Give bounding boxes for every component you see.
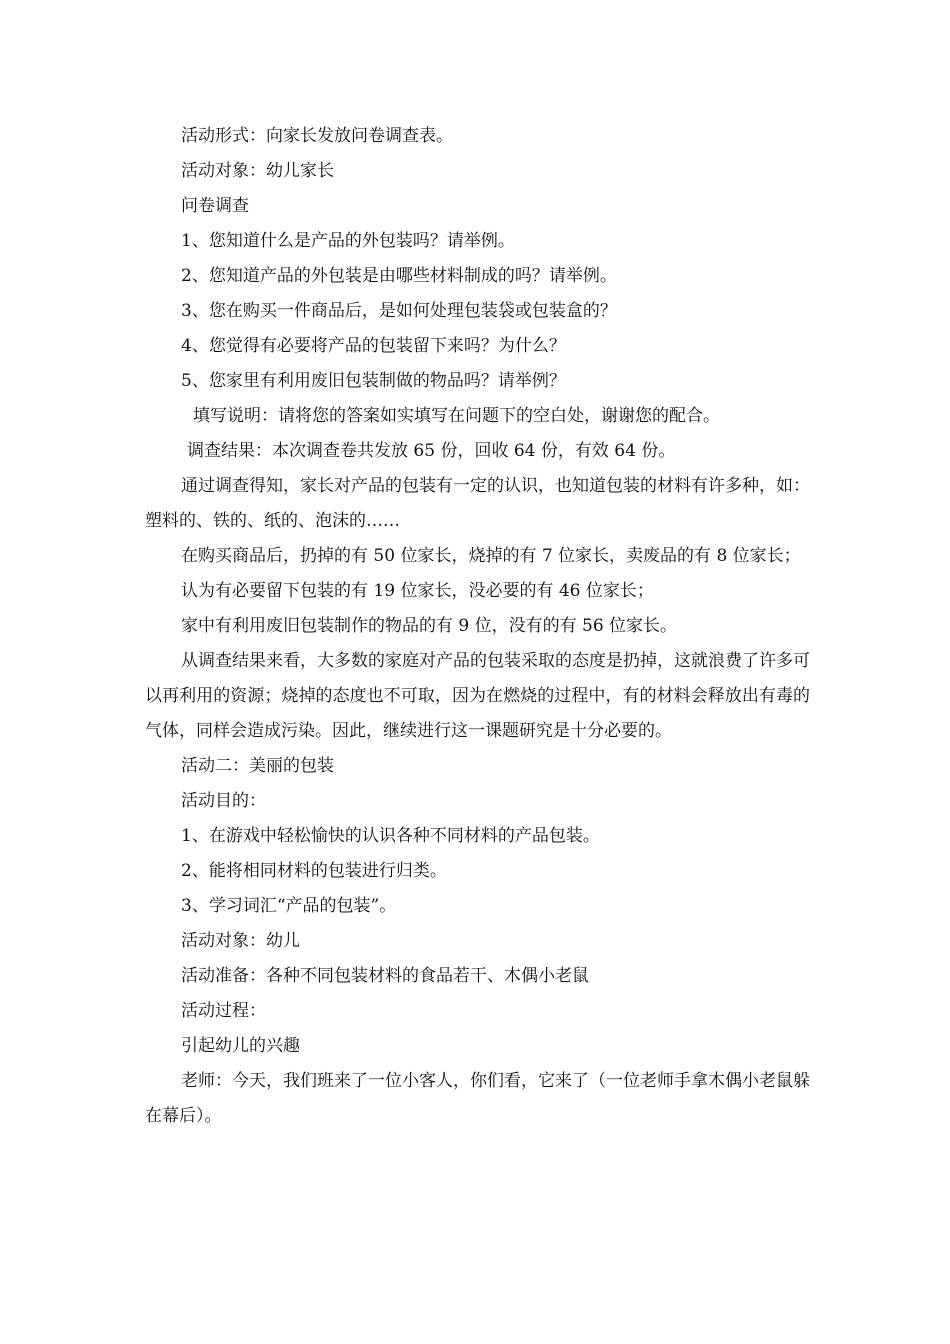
document-body: [145, 119, 810, 1134]
paragraph-goal-1: 1、在游戏中轻松愉快的认识各种不同材料的产品包装。: [181, 826, 600, 846]
paragraph-question-2: 2、您知道产品的外包装是由哪些材料制成的吗？请举例。: [181, 266, 617, 286]
paragraph-purchase-handling: 在购买商品后，扔掉的有 50 位家长，烧掉的有 7 位家长，卖废品的有 8 位家长；: [181, 546, 801, 566]
paragraph-survey-results: 调查结果：本次调查卷共发放 65 份，回收 64 份，有效 64 份。: [187, 441, 676, 461]
paragraph-keep-packaging: 认为有必要留下包装的有 19 位家长，没必要的有 46 位家长；: [181, 581, 654, 601]
paragraph-conclusion: 从调查结果来看，大多数的家庭对产品的包装采取的态度是扔掉，这就浪费了许多可以再利用的资源；烧掉的态度也不可取，因为在燃烧的过程中，有的材料会释放出有毒的气体，同样会造成污染。因此，继续进行这一课题研究是十分必要的。: [145, 651, 810, 741]
paragraph-question-5: 5、您家里有利用废旧包装制做的物品吗？请举例？: [181, 371, 566, 391]
paragraph-teacher-dialogue: 老师：今天，我们班来了一位小客人，你们看，它来了（一位老师手拿木偶小老鼠躲在幕后）。: [145, 1071, 810, 1126]
paragraph-activity-goals: 活动目的：: [181, 791, 266, 811]
paragraph-questionnaire-heading: 问卷调查: [181, 196, 249, 216]
paragraph-question-1: 1、您知道什么是产品的外包装吗？请举例。: [181, 231, 515, 251]
paragraph-arouse-interest: 引起幼儿的兴趣: [181, 1036, 300, 1056]
paragraph-activity-form: 活动形式：向家长发放问卷调查表。: [181, 126, 453, 146]
paragraph-activity-two-title: 活动二：美丽的包装: [181, 756, 334, 776]
paragraph-activity-target: 活动对象：幼儿家长: [181, 161, 334, 181]
paragraph-activity-preparation: 活动准备：各种不同包装材料的食品若干、木偶小老鼠: [181, 966, 589, 986]
paragraph-activity-process: 活动过程：: [181, 1001, 266, 1021]
paragraph-survey-findings: 通过调查得知，家长对产品的包装有一定的认识，也知道包装的材料有许多种，如：塑料的、铁的、纸的、泡沫的……: [145, 476, 810, 531]
paragraph-question-3: 3、您在购买一件商品后，是如何处理包装袋或包装盒的？: [181, 301, 617, 321]
paragraph-question-4: 4、您觉得有必要将产品的包装留下来吗？为什么？: [181, 336, 566, 356]
paragraph-reuse-items: 家中有利用废旧包装制作的物品的有 9 位，没有的有 56 位家长。: [181, 616, 678, 636]
paragraph-fill-instructions: 填写说明：请将您的答案如实填写在问题下的空白处，谢谢您的配合。: [193, 406, 720, 426]
paragraph-goal-2: 2、能将相同材料的包装进行归类。: [181, 861, 447, 881]
paragraph-activity-two-target: 活动对象：幼儿: [181, 931, 300, 951]
paragraph-goal-3: 3、学习词汇“产品的包装”。: [181, 896, 397, 916]
